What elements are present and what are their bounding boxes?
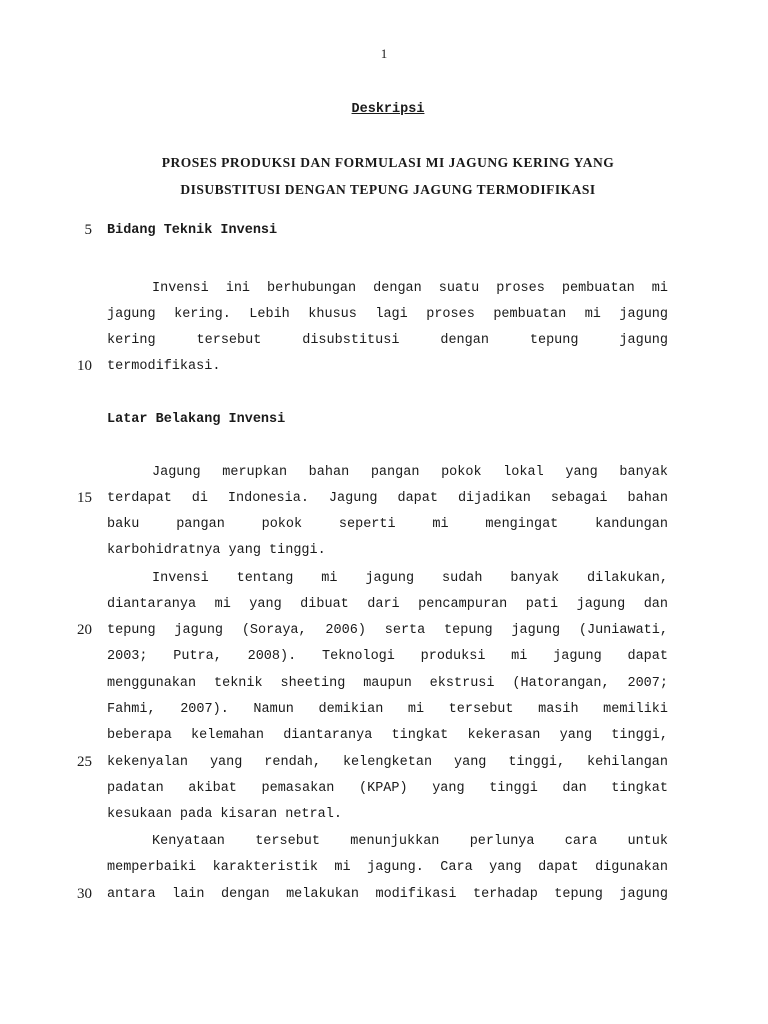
line-number-30: 30 bbox=[77, 886, 92, 902]
line-number-20: 20 bbox=[77, 622, 92, 638]
paragraph-line: beberapa kelemahan diantaranya tingkat kekerasan yang tinggi, bbox=[107, 728, 668, 743]
paragraph-line: antara lain dengan melakukan modifikasi terhadap tepung jagung bbox=[107, 887, 668, 902]
paragraph-line: kering tersebut disubstitusi dengan tepung jagung bbox=[107, 333, 668, 348]
section-heading-bidang-teknik: Bidang Teknik Invensi bbox=[107, 223, 278, 238]
paragraph-line: menggunakan teknik sheeting maupun ekstrusi (Hatorangan, 2007; bbox=[107, 676, 668, 691]
paragraph-line: karbohidratnya yang tinggi. bbox=[107, 543, 326, 558]
paragraph-line: padatan akibat pemasakan (KPAP) yang tinggi dan tingkat bbox=[107, 781, 668, 796]
paragraph-line: Invensi ini berhubungan dengan suatu proses pembuatan mi bbox=[152, 281, 668, 296]
paragraph-line: Jagung merupkan bahan pangan pokok lokal yang banyak bbox=[152, 465, 668, 480]
paragraph-line: kekenyalan yang rendah, kelengketan yang tinggi, kehilangan bbox=[107, 755, 668, 770]
paragraph-line: diantaranya mi yang dibuat dari pencampuran pati jagung dan bbox=[107, 597, 668, 612]
invention-title-line-1: PROSES PRODUKSI DAN FORMULASI MI JAGUNG KERING YANG bbox=[161, 155, 615, 170]
paragraph-line: Invensi tentang mi jagung sudah banyak dilakukan, bbox=[152, 571, 668, 586]
document-title: Deskripsi bbox=[351, 102, 425, 117]
paragraph-line: jagung kering. Lebih khusus lagi proses pembuatan mi jagung bbox=[107, 307, 668, 322]
paragraph-line: Kenyataan tersebut menunjukkan perlunya cara untuk bbox=[152, 834, 668, 849]
section-heading-latar-belakang: Latar Belakang Invensi bbox=[107, 412, 286, 427]
invention-title-line-2: DISUBSTITUSI DENGAN TEPUNG JAGUNG TERMODIFIKASI bbox=[180, 182, 596, 197]
paragraph-line: Fahmi, 2007). Namun demikian mi tersebut masih memiliki bbox=[107, 702, 668, 717]
paragraph-line: kesukaan pada kisaran netral. bbox=[107, 807, 342, 822]
line-number-25: 25 bbox=[77, 754, 92, 770]
page-number: 1 bbox=[380, 46, 388, 61]
paragraph-line: termodifikasi. bbox=[107, 359, 221, 374]
paragraph-line: 2003; Putra, 2008). Teknologi produksi mi jagung dapat bbox=[107, 649, 668, 664]
line-number-5: 5 bbox=[84, 222, 92, 238]
paragraph-line: tepung jagung (Soraya, 2006) serta tepung jagung (Juniawati, bbox=[107, 623, 668, 638]
line-number-10: 10 bbox=[77, 358, 92, 374]
paragraph-line: memperbaiki karakteristik mi jagung. Cara yang dapat digunakan bbox=[107, 860, 668, 875]
line-number-15: 15 bbox=[77, 490, 92, 506]
paragraph-line: terdapat di Indonesia. Jagung dapat dijadikan sebagai bahan bbox=[107, 491, 668, 506]
paragraph-line: baku pangan pokok seperti mi mengingat kandungan bbox=[107, 517, 668, 532]
